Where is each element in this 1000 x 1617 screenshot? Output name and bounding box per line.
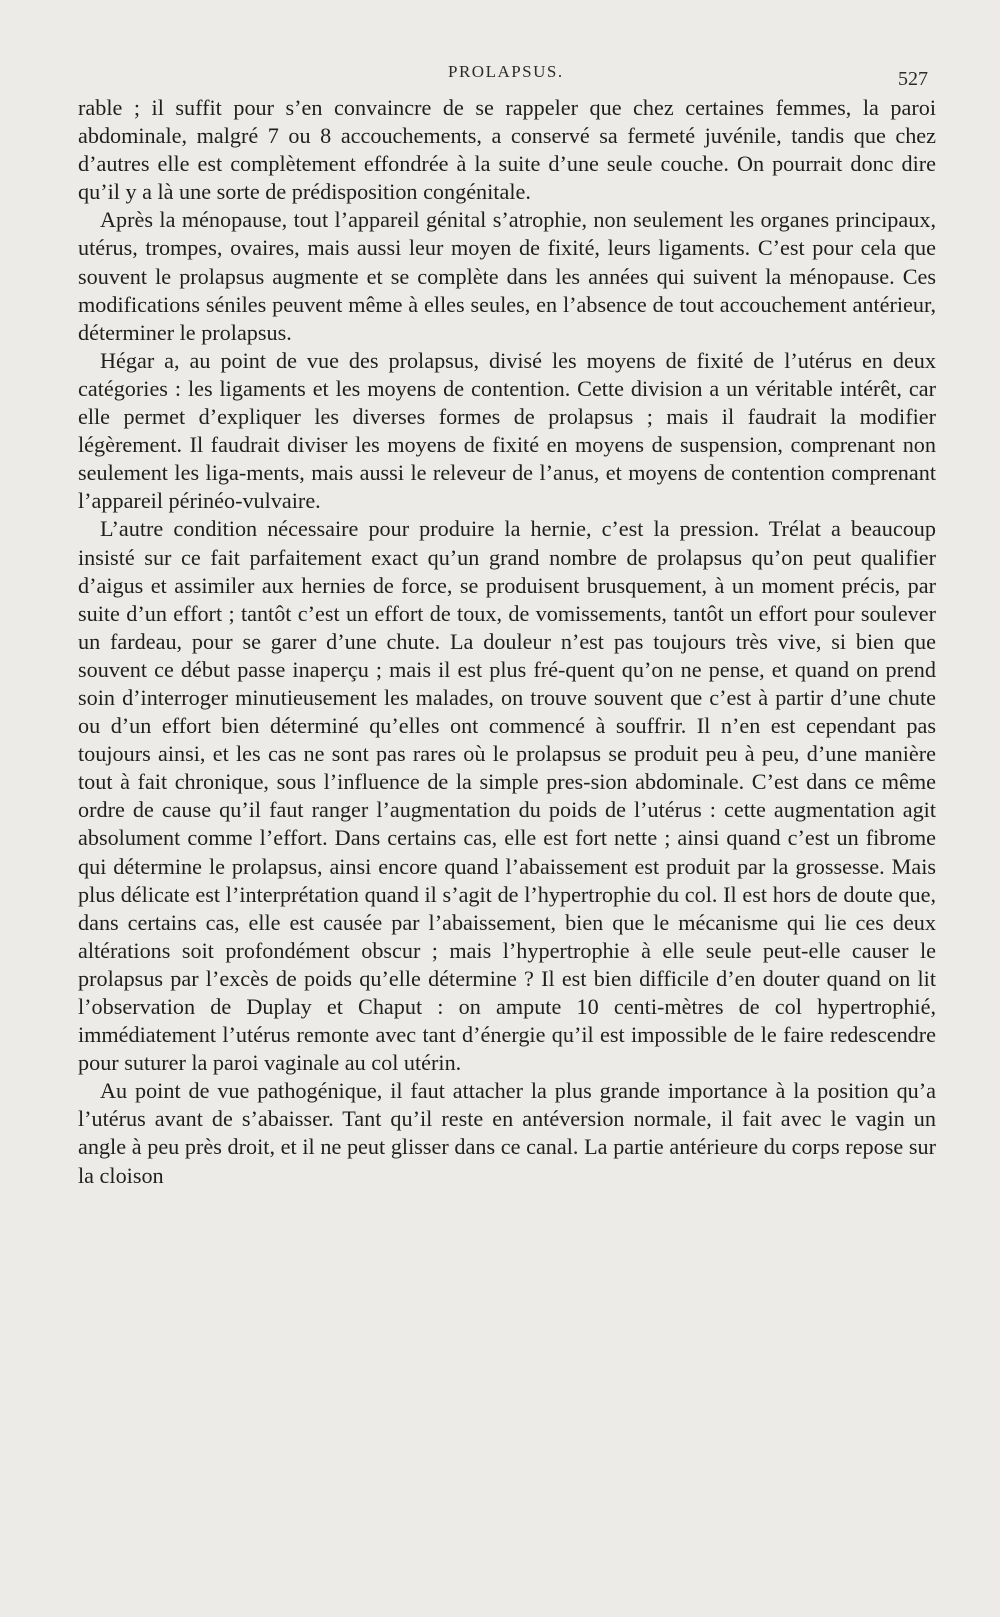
paragraph-continuation: rable ; il suffit pour s’en convaincre de se rappeler que chez certaines femmes, la paroi abdominale, malgré 7 ou 8 accouchements, a conservé sa fermeté juvénile, tandis que chez d’autres elle est complètement effondrée à la suite d’une seule couche. On pourrait donc dire qu’il y a là une sorte de prédisposition congénitale. xyxy=(78,95,936,205)
paragraph-hegar: Hégar a, au point de vue des prolapsus, divisé les moyens de fixité de l’utérus en deux catégories : les ligaments et les moyens de contention. Cette division a un véritable intérêt, car elle permet d’expliquer les diverses formes de prolapsus ; mais il faudrait la modifier légèrement. Il faudrait diviser les moyens de fixité en moyens de suspension, comprenant non seulement les liga-ments, mais aussi le releveur de l’anus, et moyens de contention comprenant l’appareil périnéo-vulvaire. xyxy=(78,347,936,514)
page-header xyxy=(0,58,1000,88)
paragraph-pression: L’autre condition nécessaire pour produire la hernie, c’est la pression. Trélat a beaucoup insisté sur ce fait parfaitement exact qu’un grand nombre de prolapsus qu’on peut qualifier d’aigus et assimiler aux hernies de force, se produisent brusquement, à un moment précis, par suite d’un effort ; tantôt c’est un effort de toux, de vomissements, tantôt un effort pour soulever un fardeau, pour se garer d’une chute. La douleur n’est pas toujours très vive, si bien que souvent ce début passe inaperçu ; mais il est plus fré-quent qu’on ne pense, et quand on prend soin d’interroger minutieusement les malades, on trouve souvent que c’est à partir d’une chute ou d’un effort bien déterminé qu’elles ont commencé à souffrir. Il n’en est cependant pas toujours ainsi, et les cas ne sont pas rares où le prolapsus se produit peu à peu, d’une manière tout à fait chronique, sous l’influence de la simple pres-sion abdominale. C’est dans ce même ordre de cause qu’il faut ranger l’augmentation du poids de l’utérus : cette augmentation agit absolument comme l’effort. Dans certains cas, elle est fort nette ; ainsi quand c’est un fibrome qui détermine le prolapsus, ainsi encore quand l’abaissement est produit par la grossesse. Mais plus délicate est l’interprétation quand il s’agit de l’hypertrophie du col. Il est hors de doute que, dans certains cas, elle est causée par l’abaissement, bien que le mécanisme qui lie ces deux altérations soit profondément obscur ; mais l’hypertrophie à elle seule peut-elle causer le prolapsus par l’excès de poids qu’elle détermine ? Il est bien difficile d’en douter quand on lit l’observation de Duplay et Chaput : on ampute 10 centi-mètres de col hypertrophié, immédiatement l’utérus remonte avec tant d’énergie qu’il est impossible de le faire redescendre pour suturer la paroi vaginale au col utérin. xyxy=(78,516,936,1076)
body-text xyxy=(78,94,936,1190)
page-number: 527 xyxy=(898,68,928,90)
running-title: PROLAPSUS. xyxy=(448,62,564,81)
paragraph-pathogenie: Au point de vue pathogénique, il faut attacher la plus grande importance à la position qu’a l’utérus avant de s’abaisser. Tant qu’il reste en antéversion normale, il fait avec le vagin un angle à peu près droit, et il ne peut glisser dans ce canal. La partie antérieure du corps repose sur la cloison xyxy=(78,1078,936,1188)
paragraph-menopause: Après la ménopause, tout l’appareil génital s’atrophie, non seulement les organes principaux, utérus, trompes, ovaires, mais aussi leur moyen de fixité, leurs ligaments. C’est pour cela que souvent le prolapsus augmente et se complète dans les années qui suivent la ménopause. Ces modifications séniles peuvent même à elles seules, en l’absence de tout accouchement antérieur, déterminer le prolapsus. xyxy=(78,207,936,345)
